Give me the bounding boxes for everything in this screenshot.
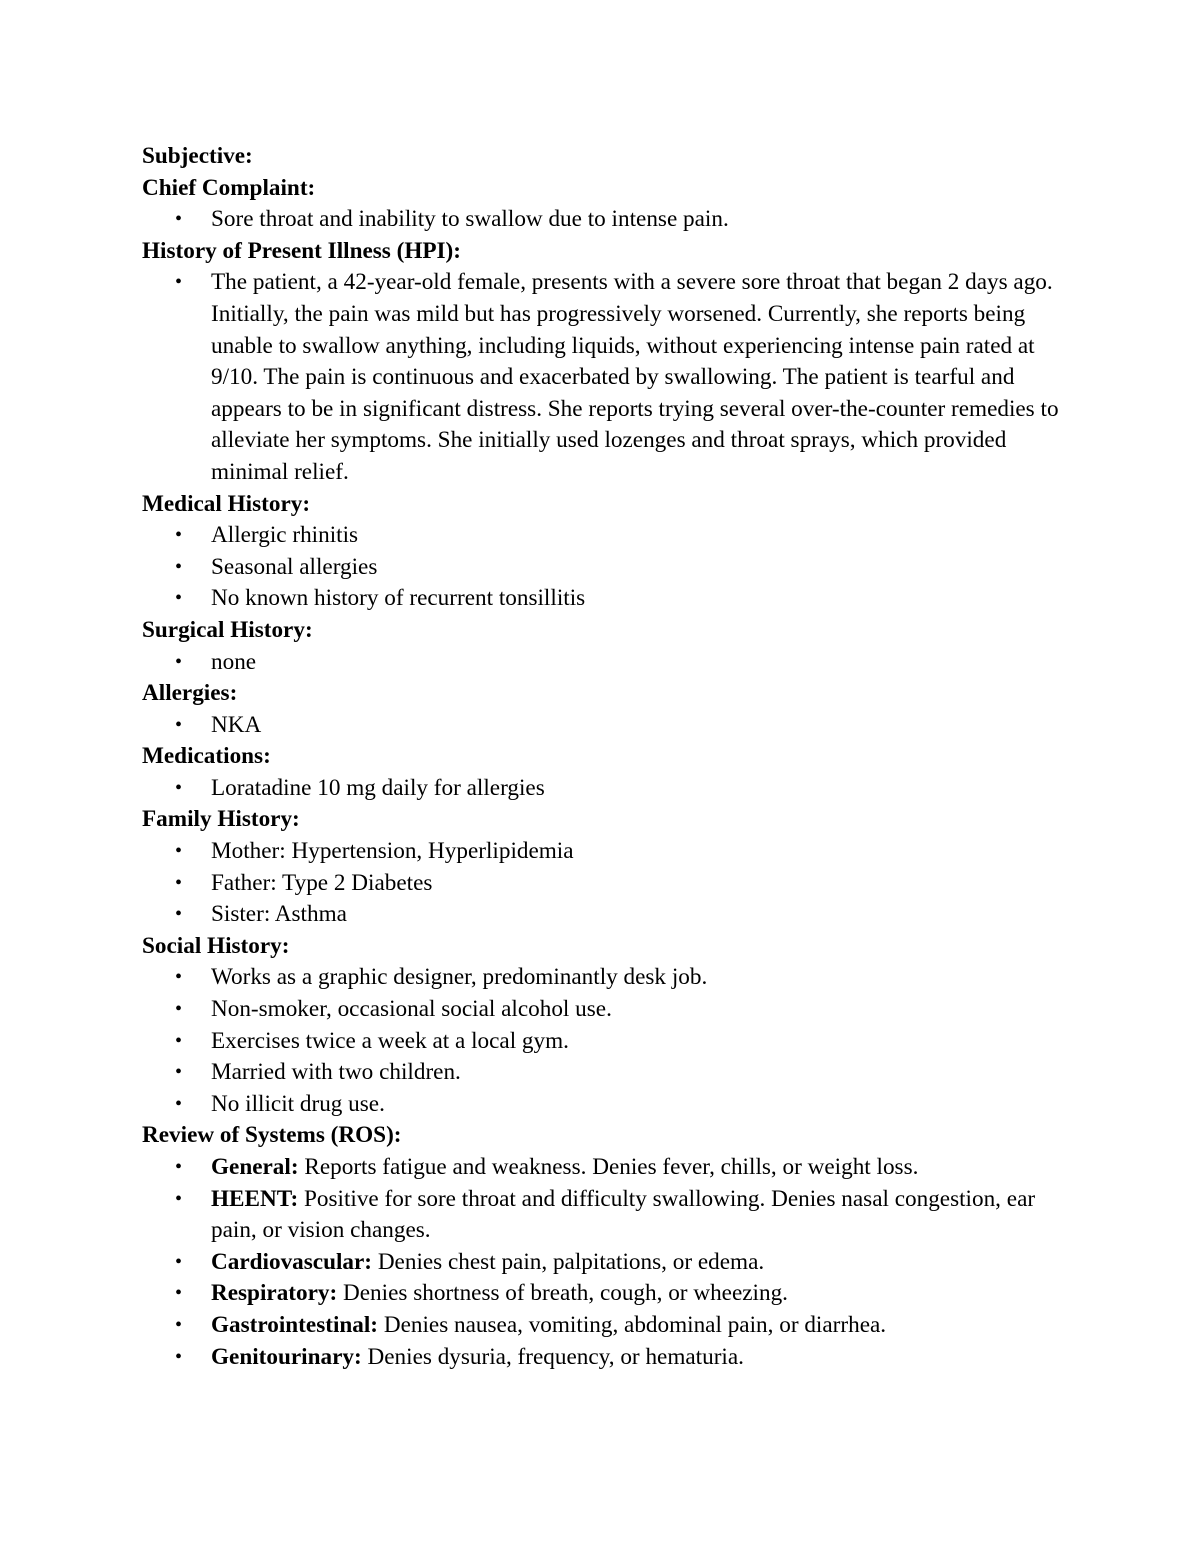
allergies-list	[142, 710, 1072, 742]
list-item: • Sister: Asthma	[142, 899, 1072, 931]
list-item: • none	[142, 647, 1072, 679]
list-item: • NKA	[142, 710, 1072, 742]
hpi-list	[142, 267, 1072, 488]
medical-history-list	[142, 520, 1072, 615]
social-history-heading: Social History:	[142, 932, 290, 959]
document-page	[142, 141, 1072, 1373]
list-item: • Father: Type 2 Diabetes	[142, 868, 1072, 900]
chief-complaint-list	[142, 204, 1072, 236]
surgical-history-list	[142, 647, 1072, 679]
list-item: • Married with two children.	[142, 1057, 1072, 1089]
bullet-icon: •	[175, 998, 183, 1021]
bullet-icon: •	[175, 871, 183, 894]
list-item: • Non-smoker, occasional social alcohol use.	[142, 994, 1072, 1026]
family-history-list	[142, 836, 1072, 931]
list-item: • Sore throat and inability to swallow due to intense pain.	[142, 204, 1072, 236]
subjective-title: Subjective:	[142, 143, 253, 169]
bullet-icon: •	[175, 1282, 183, 1305]
list-item: • No known history of recurrent tonsillitis	[142, 583, 1072, 615]
list-item: • Seasonal allergies	[142, 552, 1072, 584]
ros-label: Gastrointestinal:	[211, 1311, 379, 1338]
list-item: • Allergic rhinitis	[142, 520, 1072, 552]
medical-history-heading: Medical History:	[142, 490, 311, 517]
bullet-icon: •	[175, 555, 183, 578]
list-item: • The patient, a 42-year-old female, presents with a severe sore throat that began 2 days ago. Initially, the pain was mild but has progressively worsened. Currently, she reports being unable to swallow anything, including liquids, without experiencing intense pain rated at 9/10. The pain is continuous and exacerbated by swallowing. The patient is tearful and appears to be in significant distress. She reports trying several over-the-counter remedies to alleviate her symptoms. She initially used lozenges and throat sprays, which provided minimal relief.	[175, 269, 1059, 485]
list-item: • Works as a graphic designer, predominantly desk job.	[142, 962, 1072, 994]
list-item: • Exercises twice a week at a local gym.	[142, 1026, 1072, 1058]
bullet-icon: •	[175, 1250, 183, 1273]
bullet-icon: •	[175, 776, 183, 799]
ros-label: Cardiovascular:	[211, 1248, 373, 1275]
social-history-list	[142, 962, 1072, 1120]
bullet-icon: •	[175, 1187, 183, 1210]
bullet-icon: •	[175, 840, 183, 863]
ros-heading: Review of Systems (ROS):	[142, 1122, 402, 1149]
bullet-icon: •	[175, 271, 183, 294]
ros-label: Respiratory:	[211, 1280, 338, 1307]
bullet-icon: •	[175, 650, 183, 673]
list-item: • Gastrointestinal: Denies nausea, vomiting, abdominal pain, or diarrhea.	[142, 1310, 1072, 1342]
bullet-icon: •	[175, 1156, 183, 1178]
bullet-icon: •	[175, 1313, 183, 1336]
bullet-icon: •	[175, 524, 183, 547]
allergies-heading: Allergies:	[142, 680, 238, 707]
bullet-icon: •	[175, 1345, 183, 1368]
ros-label: General:	[211, 1154, 299, 1180]
bullet-icon: •	[175, 1092, 183, 1115]
bullet-icon: •	[175, 208, 183, 231]
list-item: • HEENT: Positive for sore throat and difficulty swallowing. Denies nasal congestion, ear pain, or vision changes.	[175, 1185, 1036, 1244]
bullet-icon: •	[175, 966, 183, 989]
list-item: • No illicit drug use.	[142, 1089, 1072, 1121]
surgical-history-heading: Surgical History:	[142, 616, 313, 643]
bullet-icon: •	[175, 713, 183, 736]
medications-list	[142, 773, 1072, 805]
bullet-icon: •	[175, 1061, 183, 1084]
list-item: • Mother: Hypertension, Hyperlipidemia	[142, 836, 1072, 868]
bullet-icon: •	[175, 587, 183, 610]
ros-list	[142, 1152, 1072, 1373]
bullet-icon: •	[175, 903, 183, 926]
list-item: • Loratadine 10 mg daily for allergies	[142, 773, 1072, 805]
family-history-heading: Family History:	[142, 806, 300, 833]
medications-heading: Medications:	[142, 743, 271, 770]
chief-complaint-heading: Chief Complaint:	[142, 174, 316, 201]
list-item: • General: Reports fatigue and weakness. Denies fever, chills, or weight loss.	[142, 1152, 1072, 1184]
ros-label: HEENT:	[211, 1185, 299, 1212]
ros-label: Genitourinary:	[211, 1343, 362, 1370]
hpi-heading: History of Present Illness (HPI):	[142, 237, 461, 264]
bullet-icon: •	[175, 1029, 183, 1052]
list-item: • Genitourinary: Denies dysuria, frequency, or hematuria.	[142, 1342, 1072, 1374]
list-item: • Respiratory: Denies shortness of breath, cough, or wheezing.	[142, 1278, 1072, 1310]
list-item: • Cardiovascular: Denies chest pain, palpitations, or edema.	[142, 1247, 1072, 1279]
